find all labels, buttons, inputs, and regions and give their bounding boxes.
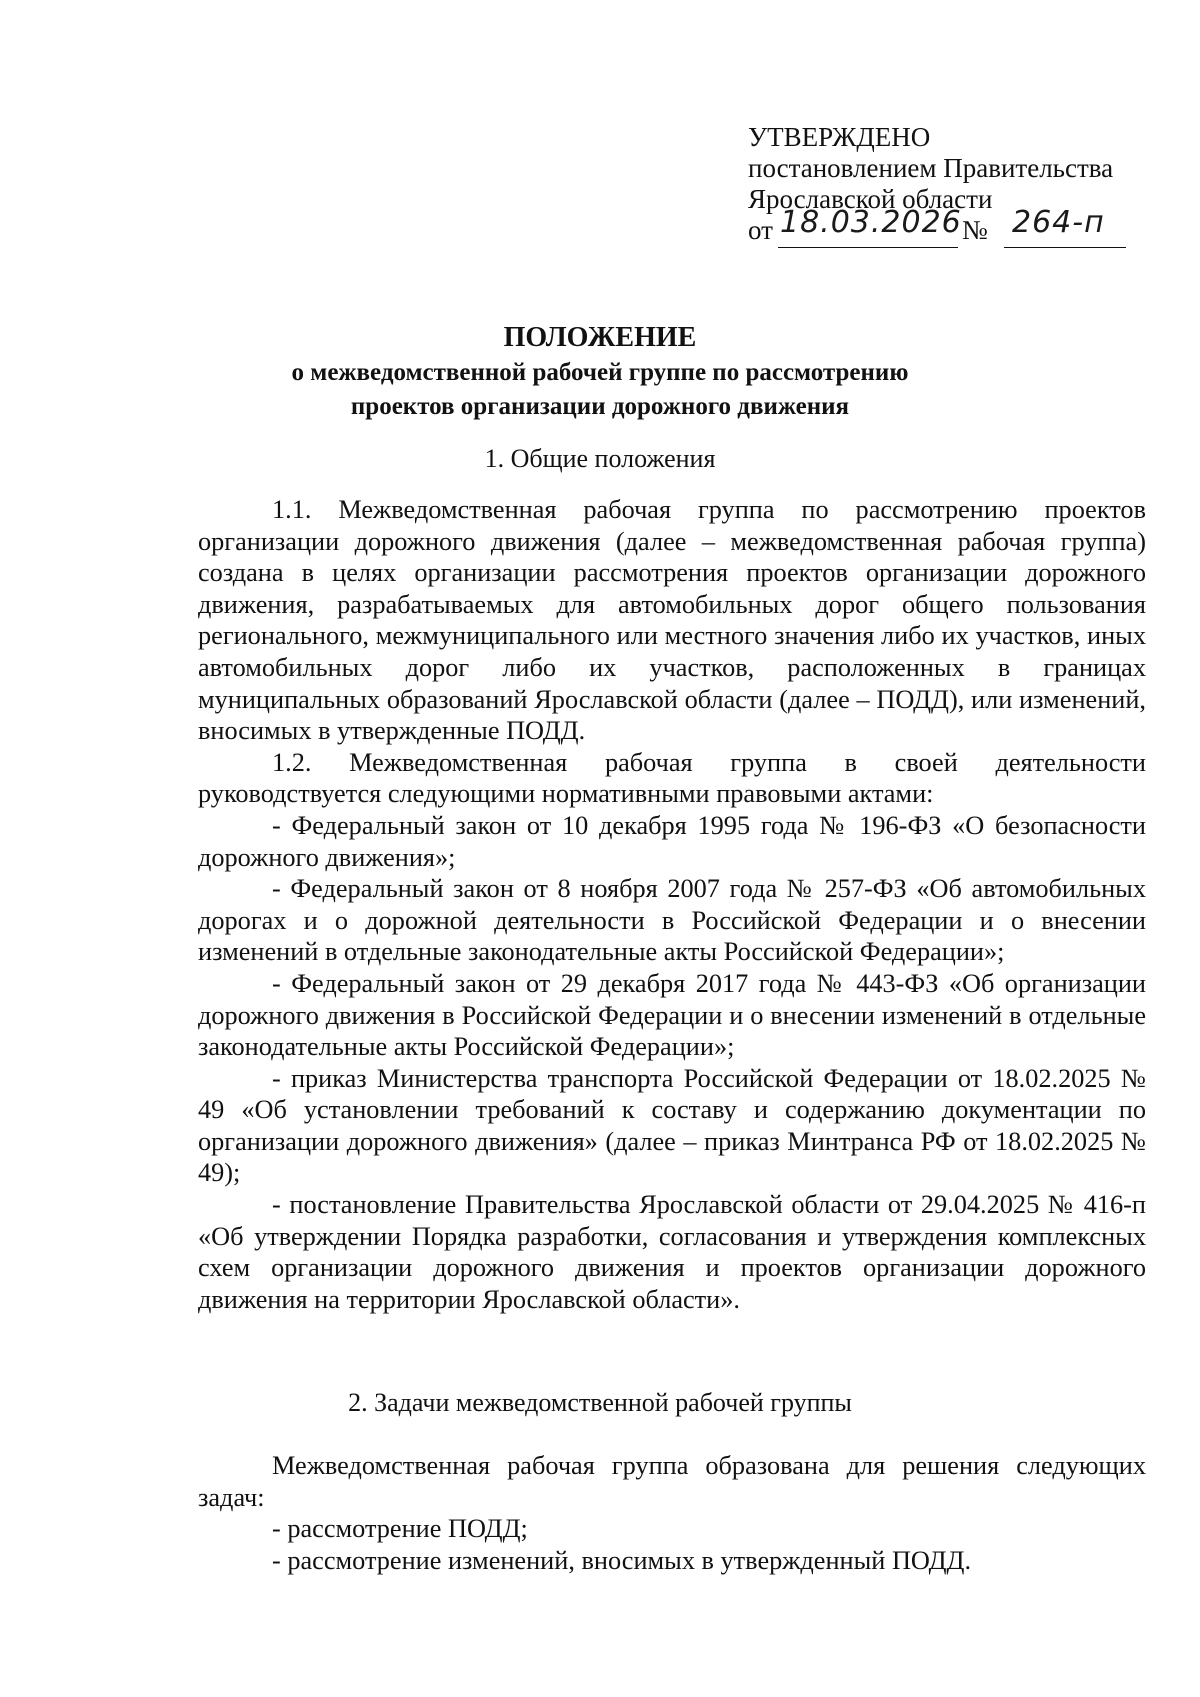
law-item-5: - постановление Правительства Ярославской области от 29.04.2025 № 416-п «Об утверждении Порядка разработки, согласования и утверждения комплексных схем организации дорожного движения и проектов организации дорожного движения на территории Ярославской области». [198, 1190, 1146, 1314]
approval-stamp-block [748, 122, 1113, 251]
task-item-2: - рассмотрение изменений, вносимых в утвержденный ПОДД. [272, 1545, 972, 1575]
section-2-body [198, 1450, 1146, 1576]
law-item-3: - Федеральный закон от 29 декабря 2017 года № 443-ФЗ «Об организации дорожного движения в Российской Федерации и о внесении изменений в отдельные законодательные акты Российской Федерации»; [198, 968, 1146, 1062]
paragraph-1-2: 1.2. Межведомственная рабочая группа в своей деятельности руководствуется следующими нормативными правовыми актами: [198, 747, 1146, 809]
date-underline [778, 247, 958, 248]
number-sign: № [962, 215, 988, 245]
section-1-heading: 1. Общие положения [484, 444, 716, 473]
approval-date-line [748, 205, 1113, 251]
date-prefix: от [748, 215, 773, 245]
approval-line-2: постановлением Правительства [748, 153, 1114, 183]
approval-line-3: Ярославской области [748, 184, 993, 214]
law-item-2: - Федеральный закон от 8 ноября 2007 года № 257-ФЗ «Об автомобильных дорогах и о дорожной деятельности в Российской Федерации и о внесении изменений в отдельные законодательные акты Российской Федерации»; [198, 874, 1146, 967]
handwritten-number: 264-п [1012, 205, 1105, 240]
handwritten-date: 18.03.2026 [780, 205, 962, 240]
task-item-1: - рассмотрение ПОДД; [272, 1514, 528, 1544]
subtitle-line-2: проектов организации дорожного движения [350, 393, 850, 420]
law-item-1: - Федеральный закон от 10 декабря 1995 года № 196-ФЗ «О безопасности дорожного движения»; [198, 810, 1146, 872]
document-title: ПОЛОЖЕНИЕ [503, 322, 697, 353]
subtitle-line-1: о межведомственной рабочей группе по рассмотрению [291, 359, 909, 386]
approval-title: УТВЕРЖДЕНО [748, 122, 931, 152]
paragraph-1-1: 1.1. Межведомственная рабочая группа по рассмотрению проектов организации дорожного движения (далее – межведомственная рабочая группа) создана в целях организации рассмотрения проектов организации дорожного движения, разрабатываемых для автомобильных дорог общего пользования регионального, межмуниципального или местного значения либо их участков, иных автомобильных дорог либо их участков, расположенных в границах муниципальных образований Ярославской области (далее – ПОДД), или изменений, вносимых в утвержденные ПОДД. [198, 495, 1146, 746]
number-underline [1004, 247, 1126, 248]
document-subtitle [0, 356, 1200, 424]
law-item-4: - приказ Министерства транспорта Российской Федерации от 18.02.2025 № 49 «Об установлении требований к составу и содержанию документации по организации дорожного движения» (далее – приказ Минтранса РФ от 18.02.2025 № 49); [198, 1063, 1146, 1188]
paragraph-2-1: Межведомственная рабочая группа образована для решения следующих задач: [198, 1451, 1146, 1512]
section-2-heading: 2. Задачи межведомственной рабочей группы [348, 1388, 852, 1417]
section-1-body [198, 494, 1146, 1315]
